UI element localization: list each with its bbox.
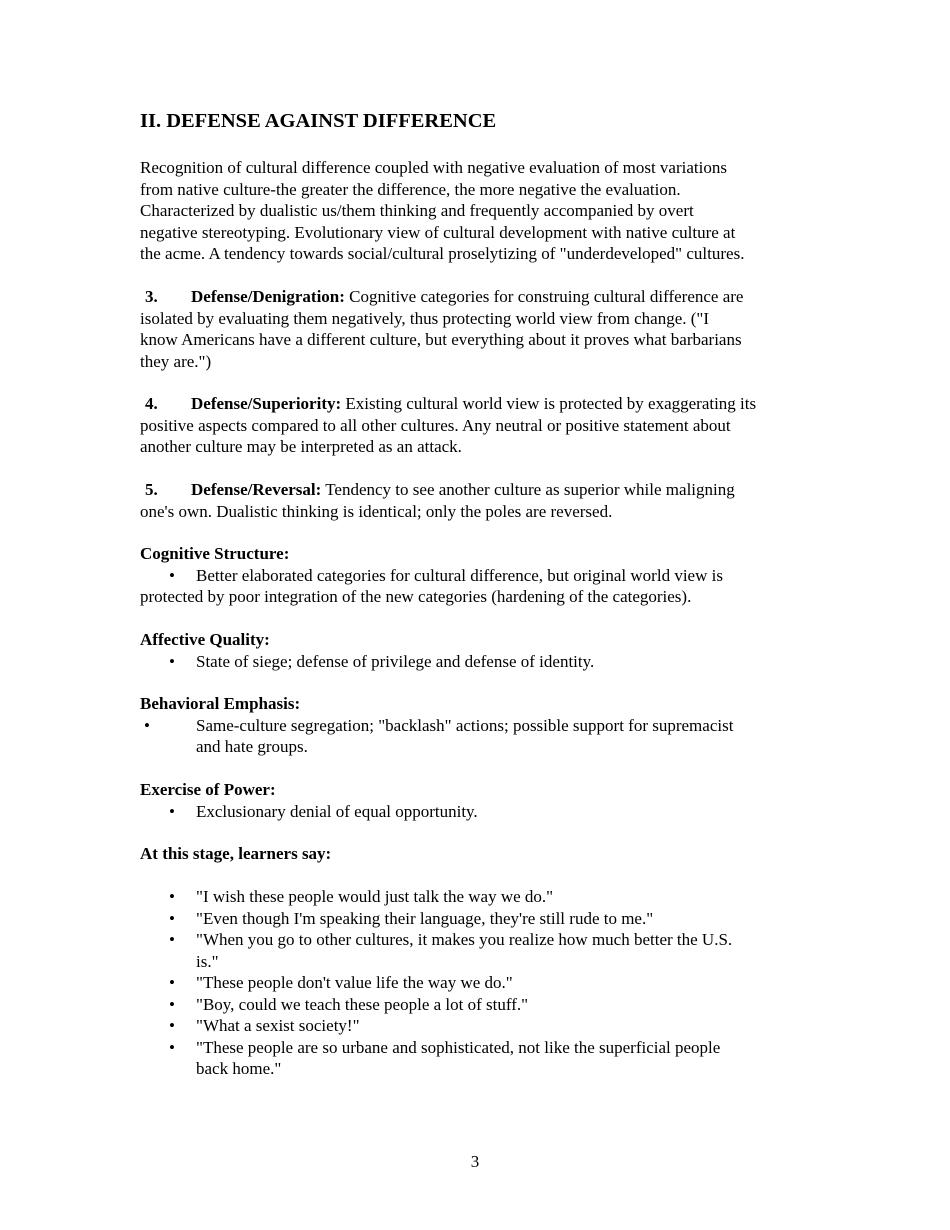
bullet-icon: •	[169, 1037, 175, 1057]
stage-text: Tendency to see another culture as superior while maligning	[321, 480, 735, 499]
bullet-icon: •	[169, 1016, 175, 1035]
bullet-text: Exclusionary denial of equal opportunity.	[196, 801, 478, 821]
bullet-icon: •	[169, 887, 175, 906]
page-number: 3	[470, 1152, 480, 1171]
section-title: II. DEFENSE AGAINST DIFFERENCE	[140, 110, 497, 132]
intro-line: from native culture-the greater the difference, the more negative the evaluation.	[140, 179, 681, 199]
behavioral-emphasis-section	[140, 693, 733, 758]
stage-number: 4.	[145, 394, 158, 413]
stage-3-paragraph	[140, 286, 743, 372]
stage-number: 5.	[145, 480, 158, 499]
quote-item: "Even though I'm speaking their language, they're still rude to me."	[196, 908, 654, 928]
stage-text: Cognitive categories for construing cultural difference are	[344, 287, 744, 306]
learners-say-section	[140, 843, 331, 865]
stage-text: Existing cultural world view is protected by exaggerating its	[341, 394, 757, 413]
quote-item: "I wish these people would just talk the way we do."	[196, 887, 554, 906]
quote-item: "These people are so urbane and sophisticated, not like the superficial people	[196, 1037, 721, 1057]
stage-label: Defense/Reversal:	[191, 480, 322, 499]
bullet-icon: •	[169, 908, 175, 928]
stage-text: one's own. Dualistic thinking is identical; only the poles are reversed.	[140, 501, 613, 521]
bullet-text: and hate groups.	[196, 737, 308, 756]
intro-line: Recognition of cultural difference coupled with negative evaluation of most variations	[140, 158, 727, 177]
bullet-icon: •	[144, 715, 150, 735]
stage-text: isolated by evaluating them negatively, thus protecting world view from change. ("I	[140, 308, 710, 328]
stage-text: positive aspects compared to all other cultures. Any neutral or positive statement about	[140, 415, 731, 435]
intro-line: negative stereotyping. Evolutionary view of cultural development with native culture at	[140, 222, 736, 242]
affective-quality-section	[140, 629, 594, 672]
quote-item: "Boy, could we teach these people a lot of stuff."	[196, 994, 529, 1014]
stage-number: 3.	[145, 287, 158, 306]
stage-5-paragraph	[140, 479, 735, 522]
section-heading: Behavioral Emphasis:	[140, 694, 301, 713]
stage-label: Defense/Denigration:	[191, 287, 345, 306]
quote-item: back home."	[196, 1059, 282, 1078]
stage-text: know Americans have a different culture, but everything about it proves what barbarians	[140, 330, 742, 349]
section-heading: Affective Quality:	[140, 630, 270, 649]
bullet-text: State of siege; defense of privilege and defense of identity.	[196, 651, 595, 671]
cognitive-structure-section	[140, 543, 723, 608]
quote-item: "These people don't value life the way we do."	[196, 973, 513, 992]
section-heading: At this stage, learners say:	[140, 844, 332, 863]
bullet-text: protected by poor integration of the new categories (hardening of the categories).	[140, 587, 692, 606]
intro-paragraph	[140, 157, 744, 265]
bullet-text: Same-culture segregation; "backlash" actions; possible support for supremacist	[196, 715, 734, 735]
exercise-of-power-section	[140, 779, 478, 822]
section-heading: Exercise of Power:	[140, 780, 276, 799]
quote-item: is."	[196, 951, 219, 971]
quote-item: "What a sexist society!"	[196, 1016, 360, 1035]
stage-4-paragraph	[140, 393, 756, 458]
stage-text: another culture may be interpreted as an attack.	[140, 437, 462, 456]
bullet-icon: •	[169, 973, 175, 992]
quotes-list	[140, 886, 732, 1080]
bullet-text: Better elaborated categories for cultural difference, but original world view is	[196, 565, 723, 585]
section-heading: Cognitive Structure:	[140, 544, 290, 563]
stage-text: they are.")	[140, 351, 212, 371]
bullet-icon: •	[169, 930, 175, 949]
bullet-icon: •	[169, 651, 175, 671]
bullet-icon: •	[169, 801, 175, 821]
intro-line: Characterized by dualistic us/them thinking and frequently accompanied by overt	[140, 201, 694, 220]
intro-line: the acme. A tendency towards social/cultural proselytizing of "underdeveloped" cultures.	[140, 244, 745, 263]
bullet-icon: •	[169, 994, 175, 1014]
bullet-icon: •	[169, 565, 175, 585]
stage-label: Defense/Superiority:	[191, 394, 342, 413]
quote-item: "When you go to other cultures, it makes you realize how much better the U.S.	[196, 930, 733, 949]
